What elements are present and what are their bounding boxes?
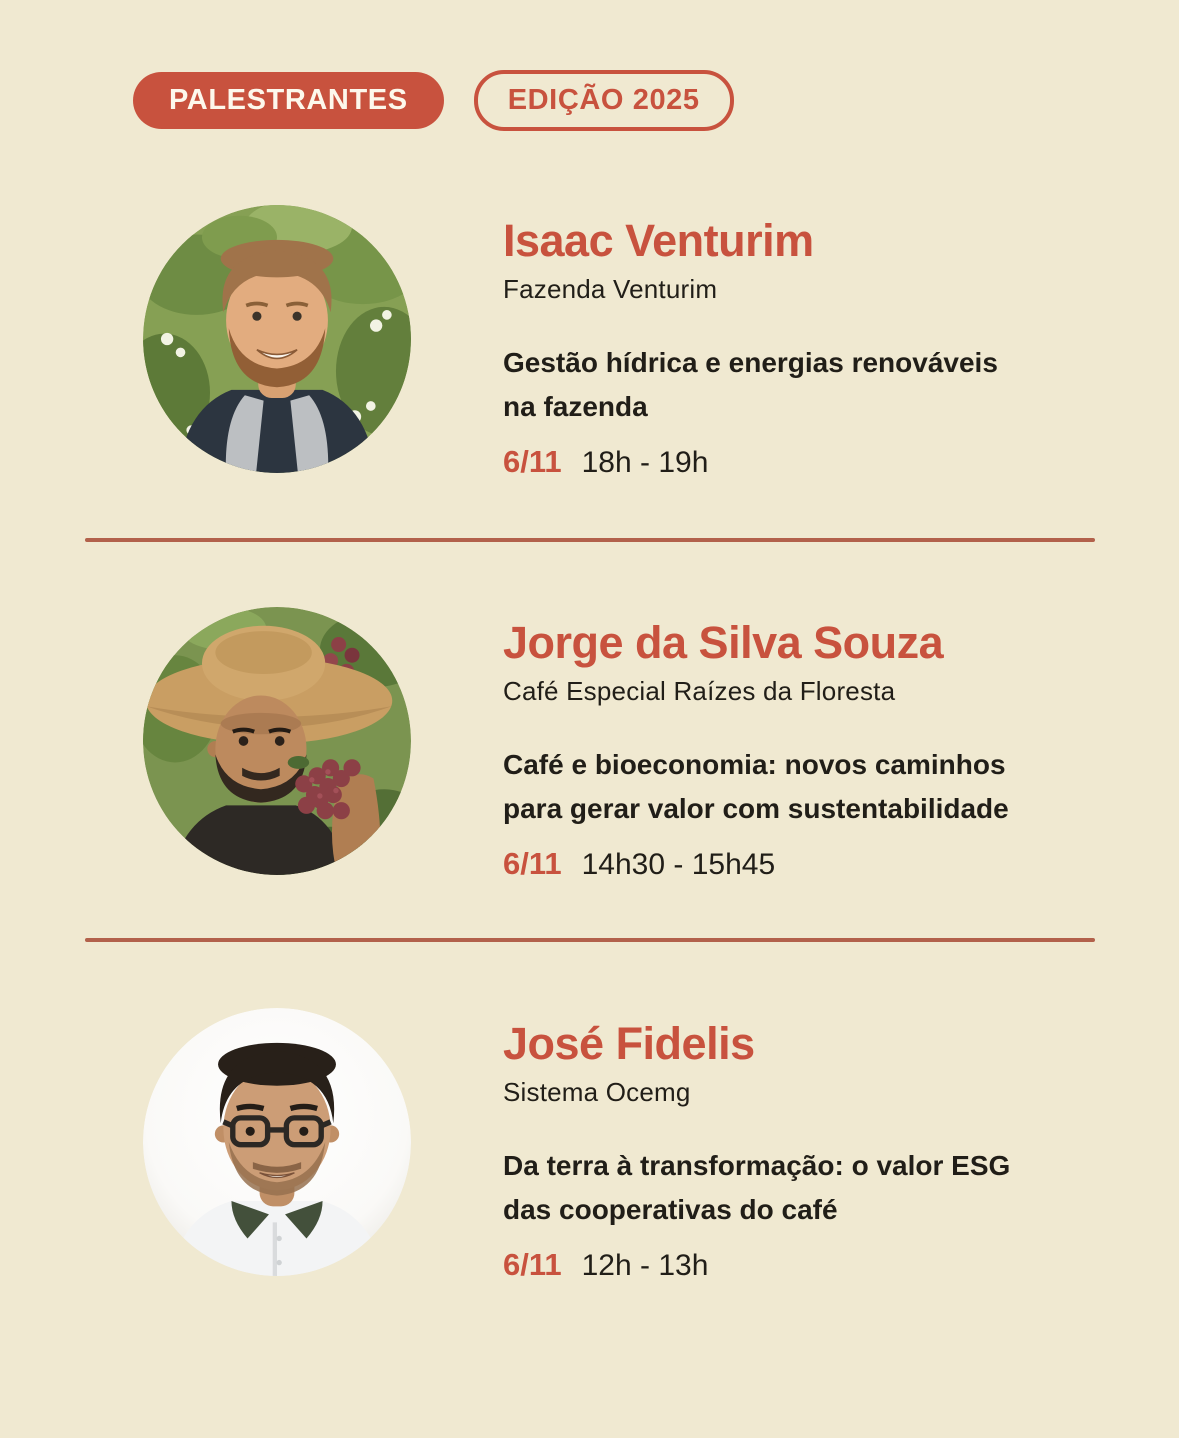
talk-time: 12h - 13h xyxy=(581,1249,709,1283)
speaker-photo-isaac-venturim xyxy=(143,205,411,473)
speaker-card-jorge-da-silva-souza xyxy=(143,607,1133,882)
talk-date: 6/11 xyxy=(503,1247,562,1283)
talk-title-line: Café e bioeconomia: novos caminhos xyxy=(503,749,1006,781)
talk-date: 6/11 xyxy=(503,444,562,480)
speaker-info xyxy=(503,1008,1133,1283)
talk-time: 18h - 19h xyxy=(581,446,709,480)
talk-title-line: para gerar valor com sustentabilidade xyxy=(503,792,1009,824)
talk-time: 14h30 - 15h45 xyxy=(581,848,776,882)
section-divider xyxy=(85,538,1095,542)
speaker-name: José Fidelis xyxy=(503,1018,755,1069)
speaker-photo-jose-fidelis xyxy=(143,1008,411,1276)
jose-portrait-illustration xyxy=(143,1008,411,1276)
talk-schedule xyxy=(503,444,1133,480)
talk-title xyxy=(503,1144,1133,1231)
talk-title-line: na fazenda xyxy=(503,390,648,422)
palestrantes-badge-label: PALESTRANTES xyxy=(169,84,408,116)
edicao-2025-badge-label: EDIÇÃO 2025 xyxy=(507,84,700,116)
talk-schedule xyxy=(503,846,1133,882)
talk-date: 6/11 xyxy=(503,846,562,882)
jorge-portrait-illustration xyxy=(143,607,411,875)
edicao-2025-badge xyxy=(474,70,734,131)
speaker-name: Jorge da Silva Souza xyxy=(503,617,944,668)
speaker-name: Isaac Venturim xyxy=(503,215,814,266)
speaker-organization: Café Especial Raízes da Floresta xyxy=(503,676,896,707)
talk-title xyxy=(503,743,1133,830)
talk-title-line: Da terra à transformação: o valor ESG xyxy=(503,1150,1011,1182)
header xyxy=(133,70,734,131)
speaker-organization: Fazenda Venturim xyxy=(503,274,718,305)
talk-title-line: Gestão hídrica e energias renováveis xyxy=(503,347,998,379)
speaker-photo-jorge-da-silva-souza xyxy=(143,607,411,875)
speaker-organization: Sistema Ocemg xyxy=(503,1077,691,1108)
speaker-info xyxy=(503,205,1133,480)
speaker-info xyxy=(503,607,1133,882)
talk-title-line: das cooperativas do café xyxy=(503,1193,838,1225)
section-divider xyxy=(85,938,1095,942)
talk-title xyxy=(503,341,1133,428)
talk-schedule xyxy=(503,1247,1133,1283)
isaac-portrait-illustration xyxy=(143,205,411,473)
speaker-card-jose-fidelis xyxy=(143,1008,1133,1283)
speaker-card-isaac-venturim xyxy=(143,205,1133,480)
palestrantes-badge xyxy=(133,72,444,129)
